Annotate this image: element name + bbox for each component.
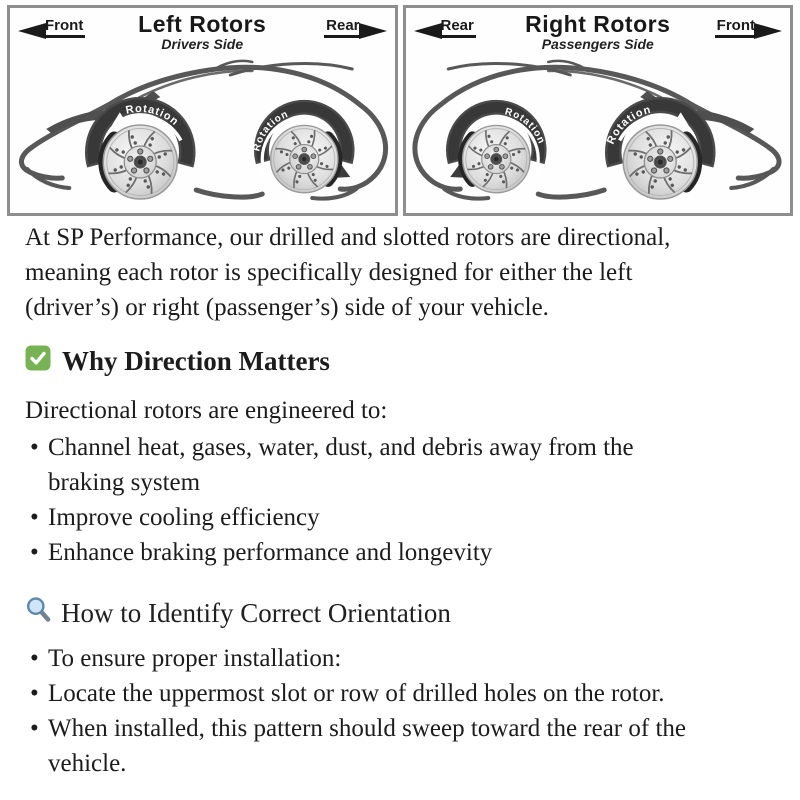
right-side-car-illustration	[406, 52, 791, 212]
panel-title: Right Rotors	[525, 11, 671, 37]
arrow-right-icon	[754, 23, 782, 39]
list-item-line: • When installed, this pattern should sweep toward the rear of the	[48, 715, 687, 742]
left-rotors-panel	[7, 5, 398, 216]
section-heading-text: How to Identify Correct Orientation	[61, 597, 451, 628]
right-panel-header	[414, 12, 783, 58]
section-lead: Directional rotors are engineered to:	[25, 397, 388, 424]
list-item-line: braking system	[48, 469, 201, 496]
list-item-line: vehicle.	[48, 750, 127, 777]
check-mark-button-icon	[25, 345, 51, 378]
list-item-line: • Enhance braking performance and longevity	[48, 539, 493, 566]
front-direction-label	[715, 18, 782, 38]
list-item-line: • Locate the uppermost slot or row of drilled holes on the rotor.	[48, 680, 665, 707]
list-item-line: • To ensure proper installation:	[48, 645, 342, 672]
panel-subtitle: Passengers Side	[541, 36, 654, 52]
intro-line: (driver’s) or right (passenger’s) side of your vehicle.	[25, 294, 549, 321]
intro-line: At SP Performance, our drilled and slotted rotors are directional,	[25, 224, 671, 251]
section-heading-identify-orientation	[25, 596, 780, 630]
rotation-label: Rotation	[604, 103, 653, 147]
left-panel-header	[18, 12, 387, 58]
arrow-right-icon	[359, 23, 387, 39]
section-heading-why-direction-matters	[25, 345, 780, 378]
list-item-line: • Channel heat, gases, water, dust, and debris away from the	[48, 434, 634, 461]
direction-text: Front	[715, 18, 757, 38]
rotation-label: Rotation	[124, 102, 182, 129]
rotation-label: Rotation	[503, 106, 547, 146]
left-side-car-illustration	[10, 52, 395, 212]
rear-direction-label	[324, 18, 386, 38]
panel-title: Left Rotors	[138, 11, 267, 37]
section-heading-text: Why Direction Matters	[62, 346, 330, 376]
list-item	[25, 500, 780, 535]
list-item	[25, 641, 780, 676]
list-item	[25, 711, 780, 781]
orientation-list	[25, 641, 780, 781]
benefits-list	[25, 430, 780, 570]
list-item-line: • Improve cooling efficiency	[48, 504, 320, 531]
panel-subtitle: Drivers Side	[161, 36, 244, 52]
rotor-direction-diagram	[7, 5, 793, 216]
intro-paragraph	[25, 220, 780, 325]
right-rotors-panel	[403, 5, 794, 216]
list-item	[25, 535, 780, 570]
rotation-label: Rotation	[251, 108, 291, 153]
direction-text: Front	[43, 18, 85, 38]
list-item	[25, 430, 780, 500]
list-item	[25, 676, 780, 711]
direction-text: Rear	[439, 18, 476, 38]
intro-line: meaning each rotor is specifically designed for either the left	[25, 259, 633, 286]
direction-text: Rear	[324, 18, 361, 38]
magnifying-glass-icon	[25, 596, 52, 630]
